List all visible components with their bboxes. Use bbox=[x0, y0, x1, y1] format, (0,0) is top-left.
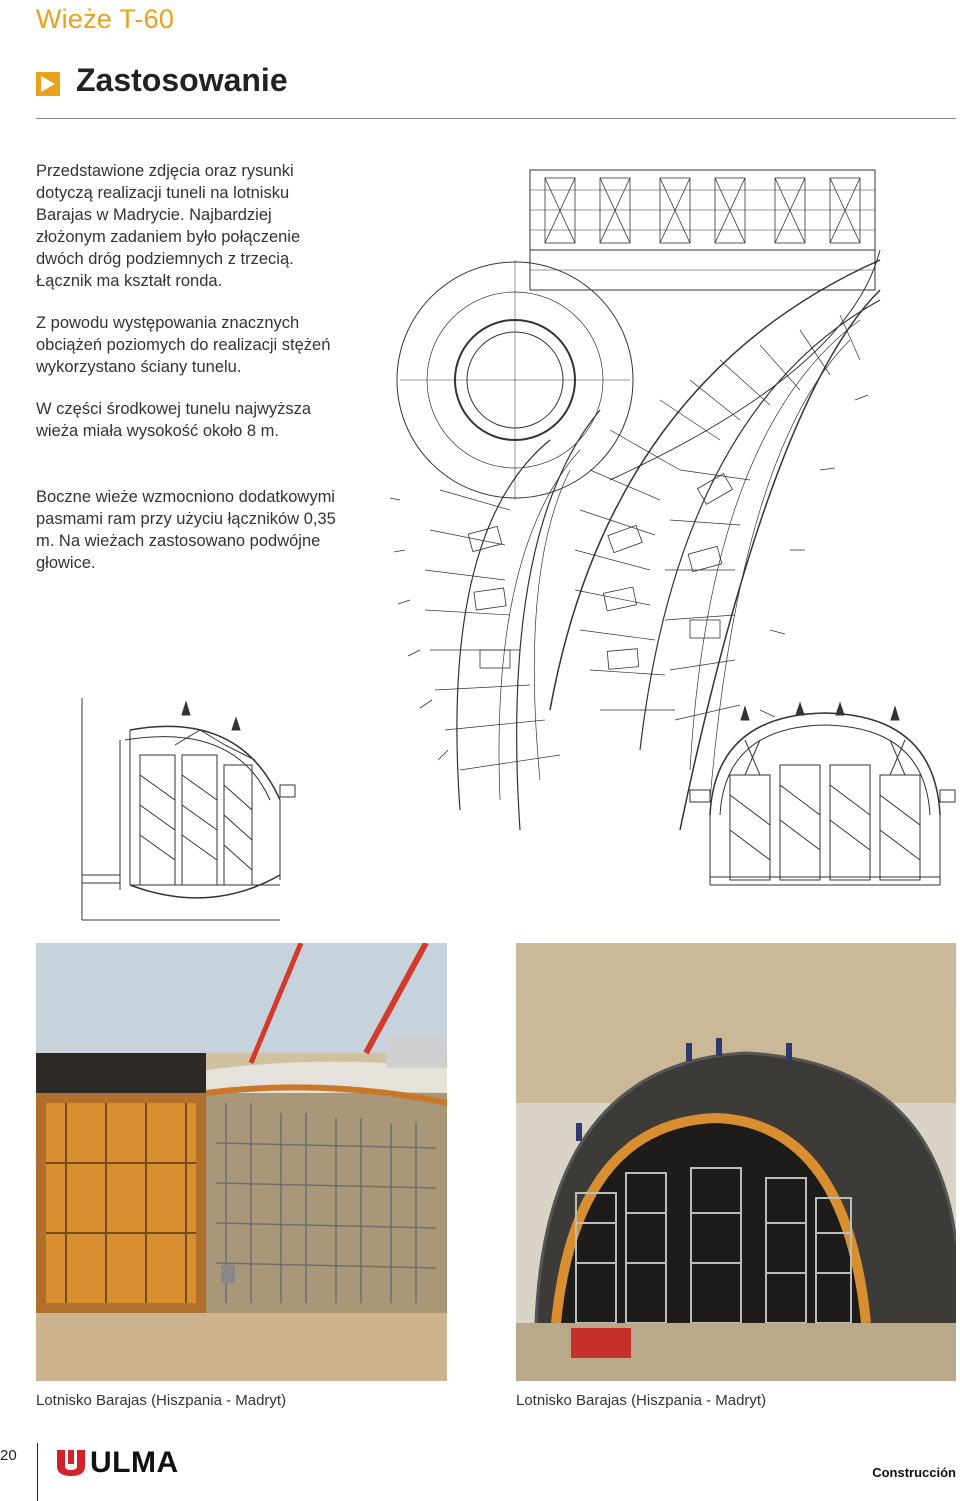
logo-wordmark: ULMA bbox=[90, 1446, 179, 1479]
ulma-logo-icon bbox=[55, 1448, 87, 1478]
running-header: Wieże T-60 bbox=[36, 4, 175, 34]
section-title: Zastosowanie bbox=[76, 62, 288, 98]
tunnel-section-drawing-right bbox=[685, 695, 960, 895]
footer-divider bbox=[37, 1443, 38, 1501]
construction-photo-right bbox=[516, 943, 956, 1381]
section-arrow-icon bbox=[36, 72, 60, 96]
photo-caption-left: Lotnisko Barajas (Hiszpania - Madryt) bbox=[36, 1392, 287, 1409]
paragraph-intro: Przedstawione zdjęcia oraz rysunki dotyczą realizacji tuneli na lotnisku Barajas w Madrycie. Najbardziej złożonym zadaniem było połączenie dwóch dróg podziemnych z trzecią. Łącznik ma kształt ronda. bbox=[36, 162, 301, 290]
paragraph-height: W części środkowej tunelu najwyższa wieża miała wysokość około 8 m. bbox=[36, 400, 312, 440]
title-divider bbox=[36, 118, 956, 119]
construction-photo-left bbox=[36, 943, 447, 1381]
paragraph-loads: Z powodu występowania znacznych obciążeń poziomych do realizacji stężeń wykorzystano ściany tunelu. bbox=[36, 314, 331, 376]
photo-caption-right: Lotnisko Barajas (Hiszpania - Madryt) bbox=[516, 1392, 767, 1409]
brand-name: Construcción bbox=[872, 1465, 956, 1480]
tunnel-section-drawing-left bbox=[70, 690, 310, 930]
paragraph-side-towers: Boczne wieże wzmocniono dodatkowymi pasmami ram przy użyciu łączników 0,35 m. Na wieżach zastosowano podwójne głowice. bbox=[36, 488, 336, 572]
page-number: 20 bbox=[0, 1447, 17, 1464]
